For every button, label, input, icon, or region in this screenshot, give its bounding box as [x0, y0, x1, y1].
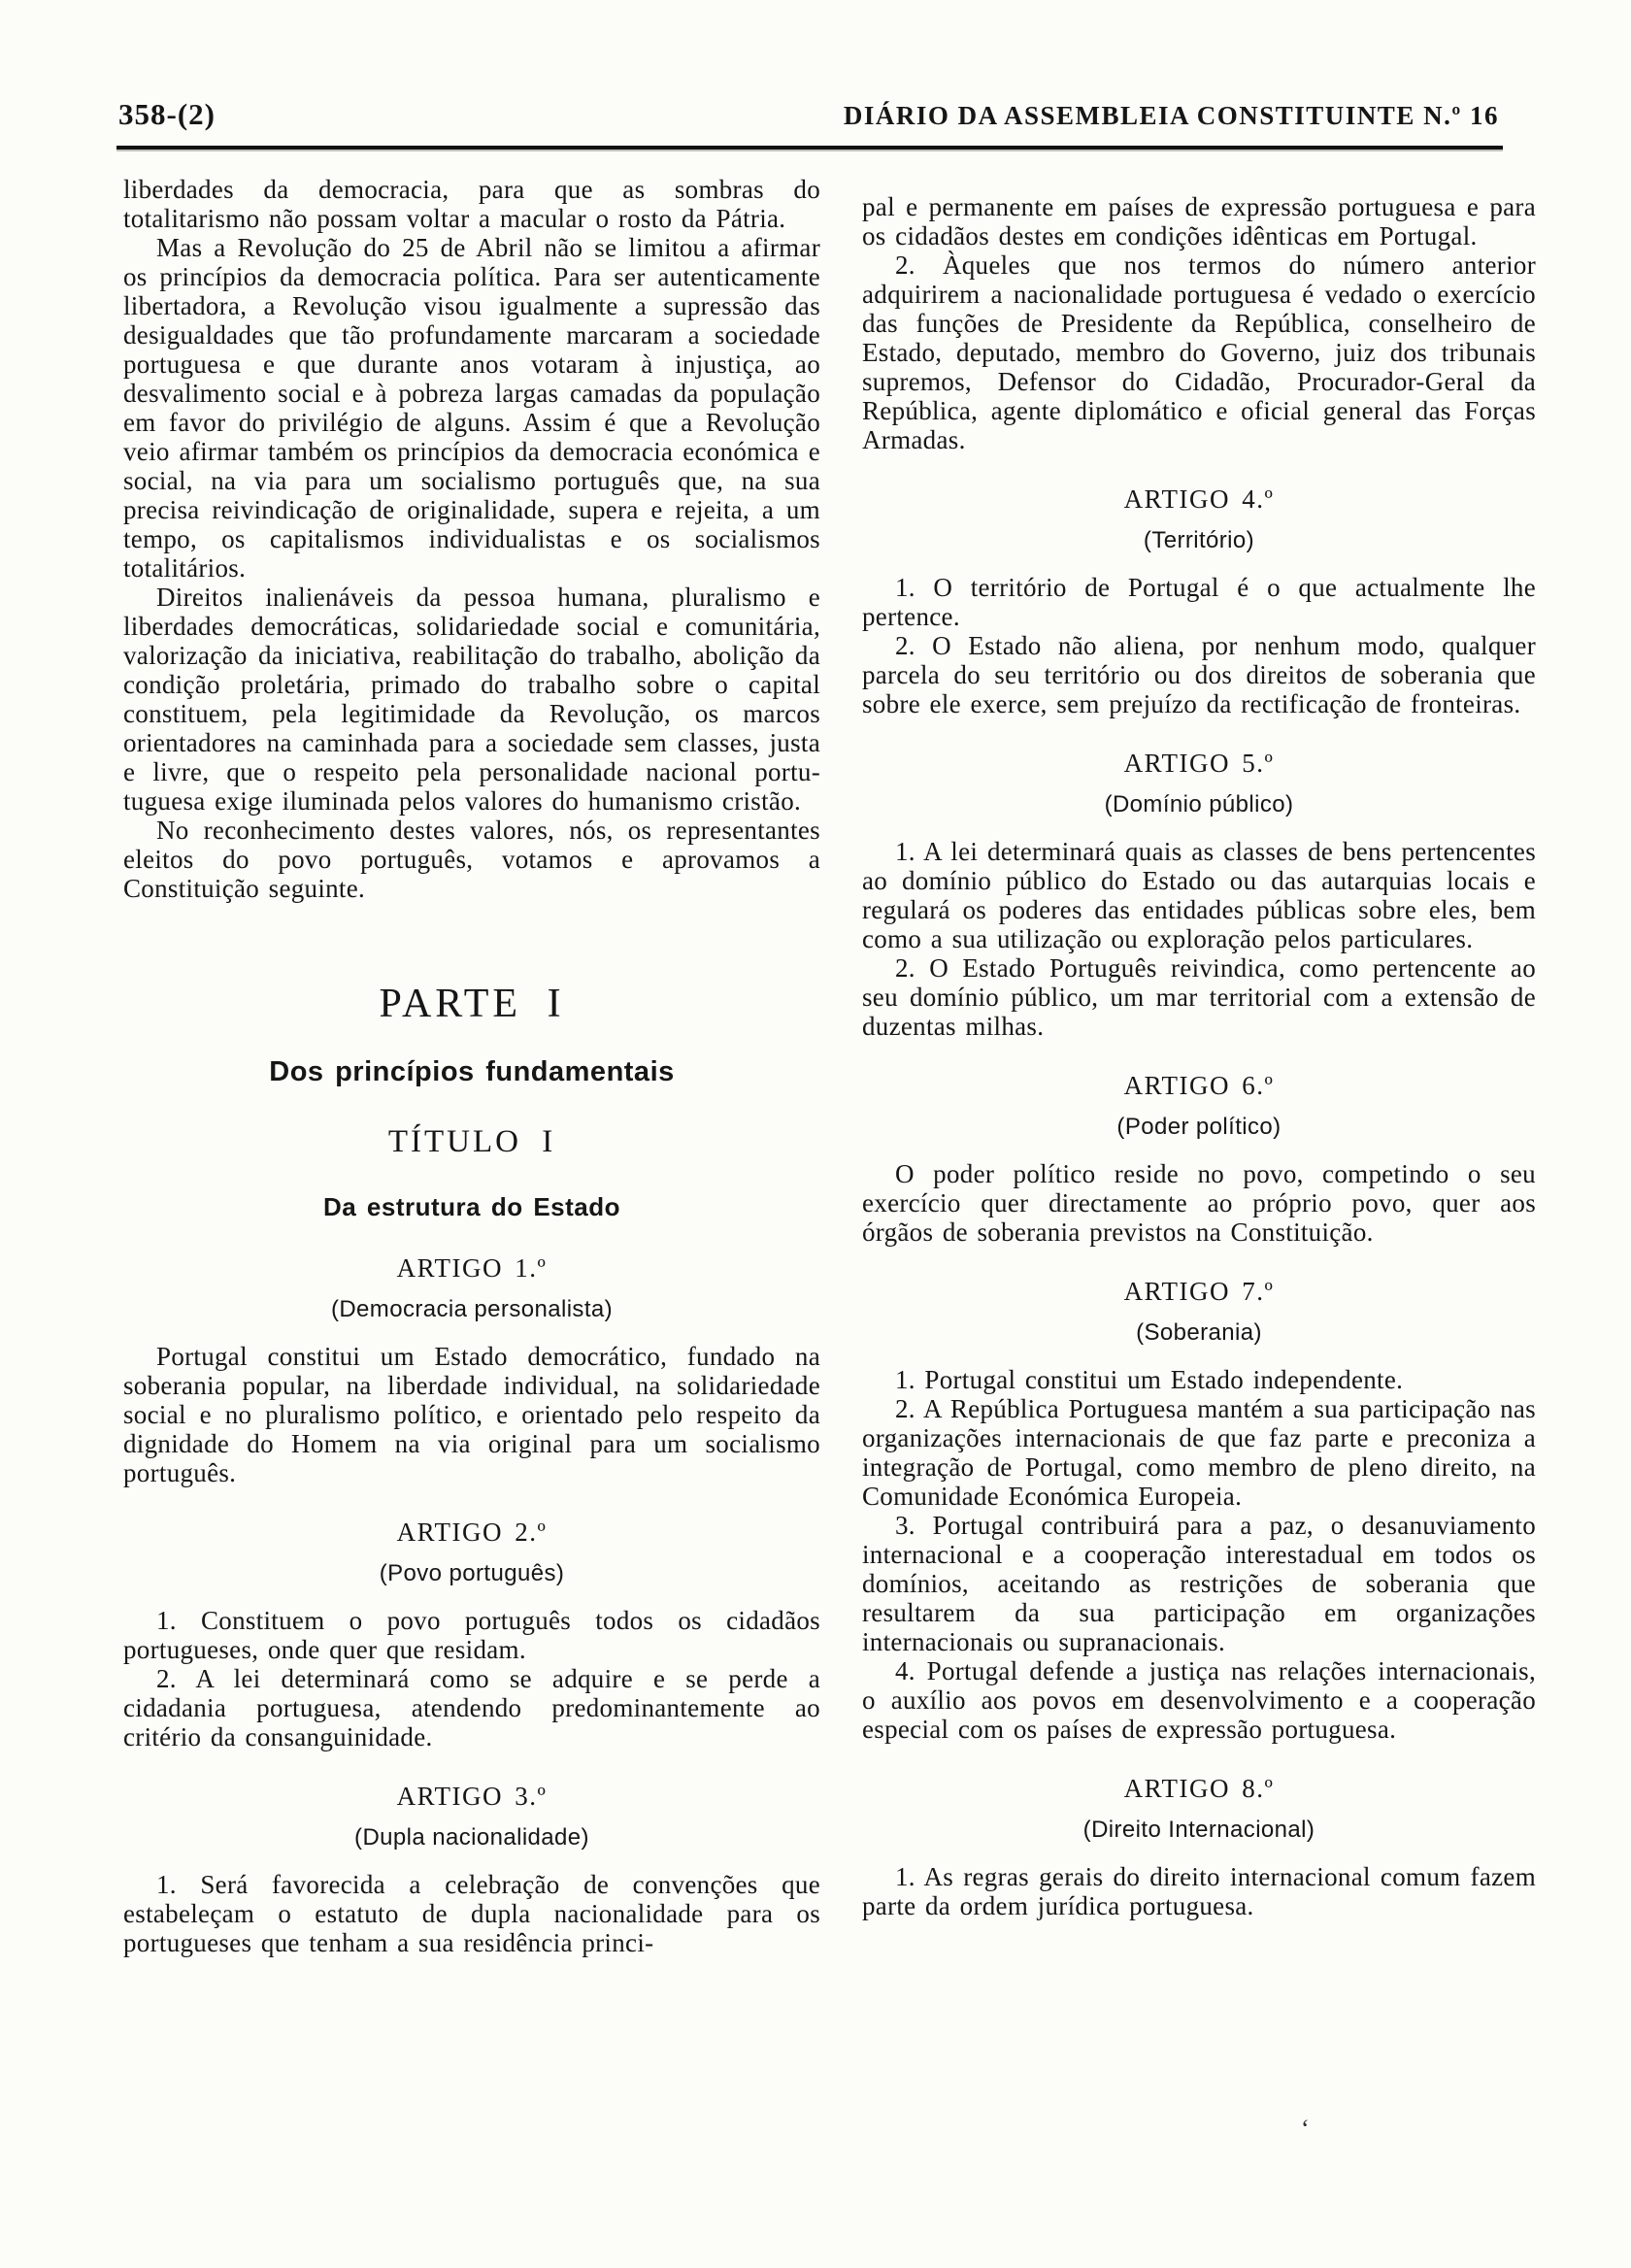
- article-heading: ARTIGO 7.º: [1123, 1277, 1275, 1306]
- title-heading: TÍTULO I: [387, 1124, 556, 1159]
- page-number: 358-(2): [118, 97, 216, 131]
- body-paragraph: 2. O Estado Português reivindica, como pertencente ao seu domínio público, um mar territorial com a extensão de duzentas milhas.: [862, 953, 1536, 1041]
- scan-artifact-mark: ‘: [1301, 2115, 1310, 2143]
- article-heading: ARTIGO 6.º: [1123, 1071, 1275, 1100]
- body-paragraph: Direitos inalienáveis da pessoa humana, pluralismo e liberdades democráticas, solidariedade social e comunitária, valorização da iniciativa, reabilitação do trabalho, abolição da condição proletária, primado do trabalho sobre o capital constituem, pela legitimidade da Revolução, os marcos orientadores na caminhada para a sociedade sem classes, justa e livre, que o respeito pela personalidade nacional portu-tuguesa exige iluminada pelos valores do humanismo cristão.: [123, 583, 820, 816]
- article-epigraph: (Território): [1143, 527, 1255, 553]
- body-paragraph: 3. Portugal contribuirá para a paz, o desanuviamento internacional e a cooperação interestadual em todos os domínios, aceitando as restrições de soberania que resultarem da sua participação em organizações internacionais ou supranacionais.: [862, 1511, 1536, 1656]
- article-heading: ARTIGO 3.º: [396, 1782, 548, 1811]
- body-paragraph: Mas a Revolução do 25 de Abril não se limitou a afirmar os princípios da democracia política. Para ser autenticamente libertadora, a Revolução visou igualmente a supressão das desigualdades que tão profundamente marcaram a sociedade portuguesa e que durante anos votaram à injustiça, ao desvalimento social e à pobreza largas camadas da população em favor do privilégio de alguns. Assim é que a Revolução veio afirmar também os princípios da democracia económica e social, na via para um socialismo português que, na sua precisa reivindicação de originalidade, supera e rejeita, a um tempo, os capitalismos individualistas e os socialismos totalitários.: [123, 233, 820, 583]
- continuation-paragraph: liberdades da democracia, para que as sombras do totalitarismo não possam voltar a macular o rosto da Pátria.: [123, 175, 820, 233]
- right-column: [862, 192, 1536, 1920]
- body-paragraph: 1. A lei determinará quais as classes de bens pertencentes ao domínio público do Estado ou das autarquias locais e regulará os poderes das entidades públicas sobre eles, bem como a sua utilização ou exploração pelos particulares.: [862, 837, 1536, 953]
- body-paragraph: 2. A República Portuguesa mantém a sua participação nas organizações internacionais de que faz parte e preconiza a integração de Portugal, como membro de pleno direito, na Comunidade Económica Europeia.: [862, 1394, 1536, 1511]
- body-paragraph: 2. A lei determinará como se adquire e se perde a cidadania portuguesa, atendendo predominantemente ao critério da consanguinidade.: [123, 1664, 820, 1751]
- article-epigraph: (Poder político): [1116, 1114, 1282, 1140]
- continuation-paragraph: pal e permanente em países de expressão portuguesa e para os cidadãos destes em condições idênticas em Portugal.: [862, 192, 1536, 250]
- article-heading: ARTIGO 5.º: [1123, 749, 1275, 778]
- article-heading: ARTIGO 2.º: [396, 1518, 548, 1547]
- article-epigraph: (Democracia personalista): [330, 1296, 614, 1322]
- body-paragraph: Portugal constitui um Estado democrático, fundado na soberania popular, na liberdade individual, na solidariedade social e no pluralismo político, e orientado pelo respeito da dignidade do Homem na via original para um socialismo português.: [123, 1342, 820, 1487]
- body-paragraph: 1. Portugal constitui um Estado independente.: [895, 1365, 1404, 1394]
- part-heading: PARTE I: [379, 982, 565, 1026]
- article-epigraph: (Direito Internacional): [1082, 1817, 1315, 1843]
- article-heading: ARTIGO 1.º: [396, 1253, 548, 1283]
- body-paragraph: 2. Àqueles que nos termos do número anterior adquirirem a nacionalidade portuguesa é vedado o exercício das funções de Presidente da República, conselheiro de Estado, deputado, membro do Governo, juiz dos tribunais supremos, Defensor do Cidadão, Procurador-Geral da República, agente diplomático e oficial general das Forças Armadas.: [862, 250, 1536, 454]
- part-subtitle: Dos princípios fundamentais: [269, 1056, 675, 1087]
- article-epigraph: (Dupla nacionalidade): [354, 1824, 589, 1851]
- journal-title: DIÁRIO DA ASSEMBLEIA CONSTITUINTE N.º 16: [843, 101, 1499, 130]
- body-paragraph: 4. Portugal defende a justiça nas relações internacionais, o auxílio aos povos em desenvolvimento e a cooperação especial com os países de expressão portuguesa.: [862, 1656, 1536, 1744]
- body-paragraph: O poder político reside no povo, competindo o seu exercício quer directamente ao próprio povo, quer aos órgãos de soberania previstos na Constituição.: [862, 1159, 1536, 1247]
- left-column: [123, 175, 820, 1957]
- article-heading: ARTIGO 4.º: [1123, 484, 1275, 514]
- chapter-subtitle: Da estrutura do Estado: [322, 1192, 621, 1221]
- body-paragraph: 1. As regras gerais do direito internacional comum fazem parte da ordem jurídica portuguesa.: [862, 1862, 1536, 1920]
- body-paragraph: 2. O Estado não aliena, por nenhum modo, qualquer parcela do seu território ou dos direitos de soberania que sobre ele exerce, sem prejuízo da rectificação de fronteiras.: [862, 631, 1536, 718]
- body-paragraph: No reconhecimento destes valores, nós, os representantes eleitos do povo português, votamos e aprovamos a Constituição seguinte.: [123, 816, 820, 903]
- body-paragraph: 1. O território de Portugal é o que actualmente lhe pertence.: [862, 573, 1536, 631]
- article-epigraph: (Soberania): [1136, 1319, 1262, 1346]
- body-paragraph: 1. Constituem o povo português todos os cidadãos portugueses, onde quer que residam.: [123, 1606, 820, 1664]
- article-epigraph: (Povo português): [379, 1560, 565, 1586]
- article-heading: ARTIGO 8.º: [1123, 1774, 1275, 1803]
- body-paragraph: 1. Será favorecida a celebração de convenções que estabeleçam o estatuto de dupla nacionalidade para os portugueses que tenham a sua residência princi-: [123, 1870, 820, 1957]
- article-epigraph: (Domínio público): [1104, 791, 1294, 817]
- header-rule: [116, 146, 1503, 150]
